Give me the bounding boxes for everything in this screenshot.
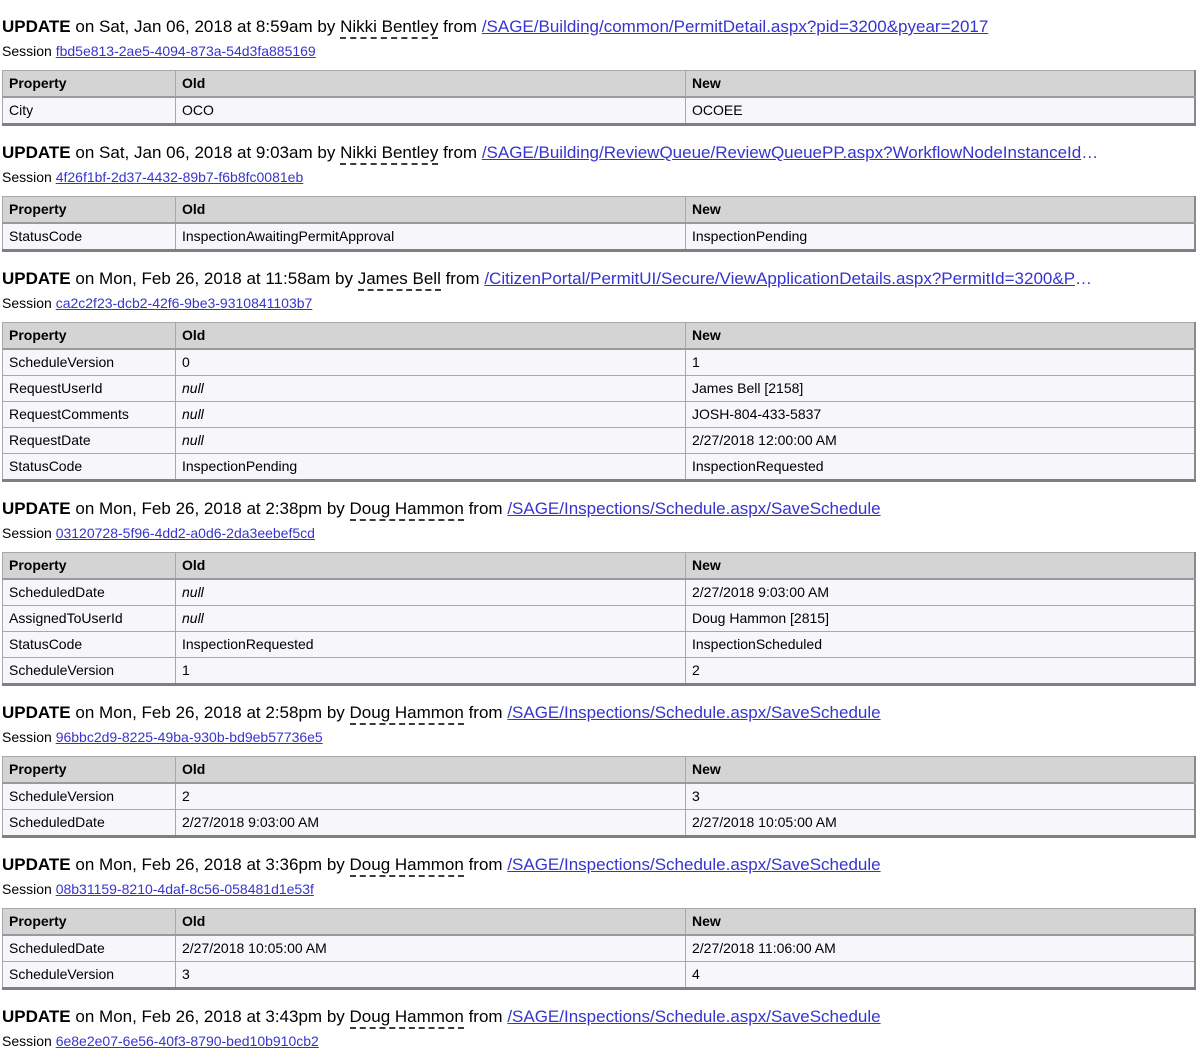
col-new: New xyxy=(686,197,1196,224)
update-datetime: Sat, Jan 06, 2018 at 9:03am xyxy=(99,143,313,162)
new-value-cell: 2 xyxy=(686,658,1196,685)
col-old: Old xyxy=(176,909,686,936)
col-new: New xyxy=(686,757,1196,784)
property-cell: City xyxy=(3,97,176,125)
changes-table xyxy=(2,552,1196,686)
source-url-link[interactable]: /SAGE/Inspections/Schedule.aspx/SaveSchedule xyxy=(507,703,881,722)
property-cell: StatusCode xyxy=(3,223,176,251)
table-row xyxy=(3,428,1196,454)
new-value-cell: 3 xyxy=(686,783,1196,810)
session-id-link[interactable]: 96bbc2d9-8225-49ba-930b-bd9eb57736e5 xyxy=(55,729,323,745)
on-label: on xyxy=(75,703,95,722)
session-label: Session xyxy=(2,729,52,745)
update-header xyxy=(2,143,1200,163)
old-value-cell: null xyxy=(176,376,686,402)
property-cell: ScheduleVersion xyxy=(3,962,176,989)
property-cell: ScheduledDate xyxy=(3,579,176,606)
on-label: on xyxy=(75,269,95,288)
property-cell: ScheduleVersion xyxy=(3,349,176,376)
audit-entry xyxy=(2,17,1200,126)
table-row xyxy=(3,962,1196,989)
update-datetime: Sat, Jan 06, 2018 at 8:59am xyxy=(99,17,313,36)
col-old: Old xyxy=(176,71,686,98)
new-value-cell: OCOEE xyxy=(686,97,1196,125)
col-old: Old xyxy=(176,757,686,784)
new-value-cell: InspectionRequested xyxy=(686,454,1196,481)
table-row xyxy=(3,606,1196,632)
old-value-cell: null xyxy=(176,579,686,606)
url-ellipsis: … xyxy=(1081,143,1099,162)
old-value-cell: InspectionRequested xyxy=(176,632,686,658)
col-property: Property xyxy=(3,323,176,350)
by-label: by xyxy=(326,499,345,518)
table-header-row xyxy=(3,553,1196,580)
session-id-link[interactable]: fbd5e813-2ae5-4094-873a-54d3fa885169 xyxy=(55,43,316,59)
new-value-cell: 2/27/2018 9:03:00 AM xyxy=(686,579,1196,606)
update-header xyxy=(2,499,1200,519)
new-value-cell: Doug Hammon [2815] xyxy=(686,606,1196,632)
old-value-cell: InspectionPending xyxy=(176,454,686,481)
col-property: Property xyxy=(3,553,176,580)
action-label: UPDATE xyxy=(2,143,71,162)
source-url-link[interactable]: /SAGE/Inspections/Schedule.aspx/SaveSchedule xyxy=(507,1007,881,1026)
table-row xyxy=(3,783,1196,810)
from-label: from xyxy=(468,499,503,518)
table-header-row xyxy=(3,71,1196,98)
new-value-cell: James Bell [2158] xyxy=(686,376,1196,402)
audit-entry xyxy=(2,269,1200,482)
update-datetime: Mon, Feb 26, 2018 at 11:58am xyxy=(99,269,331,288)
table-row xyxy=(3,632,1196,658)
col-property: Property xyxy=(3,197,176,224)
update-header xyxy=(2,269,1200,289)
update-datetime: Mon, Feb 26, 2018 at 3:36pm xyxy=(99,855,323,874)
action-label: UPDATE xyxy=(2,499,71,518)
table-row xyxy=(3,658,1196,685)
table-row xyxy=(3,579,1196,606)
session-id-link[interactable]: 4f26f1bf-2d37-4432-89b7-f6b8fc0081eb xyxy=(55,169,304,185)
property-cell: RequestComments xyxy=(3,402,176,428)
from-label: from xyxy=(468,703,503,722)
update-header xyxy=(2,703,1200,723)
action-label: UPDATE xyxy=(2,703,71,722)
user-name: Nikki Bentley xyxy=(340,143,438,165)
session-id-link[interactable]: 08b31159-8210-4daf-8c56-058481d1e53f xyxy=(55,881,314,897)
changes-table xyxy=(2,908,1196,990)
session-id-link[interactable]: 6e8e2e07-6e56-40f3-8790-bed10b910cb2 xyxy=(55,1033,319,1049)
old-value-cell: 3 xyxy=(176,962,686,989)
new-value-cell: 4 xyxy=(686,962,1196,989)
property-cell: ScheduledDate xyxy=(3,810,176,837)
table-header-row xyxy=(3,757,1196,784)
col-new: New xyxy=(686,71,1196,98)
user-name: Doug Hammon xyxy=(350,855,464,877)
old-value-cell: null xyxy=(176,428,686,454)
audit-entry xyxy=(2,855,1200,990)
user-name: Nikki Bentley xyxy=(340,17,438,39)
source-url-link[interactable]: /SAGE/Building/ReviewQueue/ReviewQueuePP.aspx?WorkflowNodeInstanceId xyxy=(481,143,1082,162)
session-label: Session xyxy=(2,43,52,59)
new-value-cell: 2/27/2018 11:06:00 AM xyxy=(686,935,1196,962)
by-label: by xyxy=(326,1007,345,1026)
action-label: UPDATE xyxy=(2,269,71,288)
on-label: on xyxy=(75,499,95,518)
source-url-link[interactable]: /SAGE/Building/common/PermitDetail.aspx?pid=3200&pyear=2017 xyxy=(481,17,989,36)
table-row xyxy=(3,349,1196,376)
user-name: Doug Hammon xyxy=(350,703,464,725)
from-label: from xyxy=(468,855,503,874)
session-line xyxy=(2,881,1200,898)
old-value-cell: 2/27/2018 9:03:00 AM xyxy=(176,810,686,837)
by-label: by xyxy=(326,703,345,722)
table-row xyxy=(3,223,1196,251)
audit-entry xyxy=(2,703,1200,838)
by-label: by xyxy=(326,855,345,874)
property-cell: ScheduledDate xyxy=(3,935,176,962)
action-label: UPDATE xyxy=(2,855,71,874)
user-name: James Bell xyxy=(358,269,441,291)
property-cell: AssignedToUserId xyxy=(3,606,176,632)
table-row xyxy=(3,97,1196,125)
col-property: Property xyxy=(3,757,176,784)
update-header xyxy=(2,855,1200,875)
source-url-link[interactable]: /SAGE/Inspections/Schedule.aspx/SaveSchedule xyxy=(507,855,881,874)
audit-entry xyxy=(2,499,1200,686)
property-cell: StatusCode xyxy=(3,632,176,658)
col-new: New xyxy=(686,553,1196,580)
action-label: UPDATE xyxy=(2,1007,71,1026)
new-value-cell: InspectionScheduled xyxy=(686,632,1196,658)
property-cell: RequestUserId xyxy=(3,376,176,402)
url-ellipsis: … xyxy=(1075,269,1093,288)
session-line xyxy=(2,729,1200,746)
col-new: New xyxy=(686,909,1196,936)
on-label: on xyxy=(75,17,95,36)
table-header-row xyxy=(3,323,1196,350)
old-value-cell: null xyxy=(176,606,686,632)
changes-table xyxy=(2,196,1196,252)
from-label: from xyxy=(443,143,478,162)
update-datetime: Mon, Feb 26, 2018 at 2:38pm xyxy=(99,499,323,518)
col-property: Property xyxy=(3,71,176,98)
table-row xyxy=(3,810,1196,837)
old-value-cell: null xyxy=(176,402,686,428)
new-value-cell: 2/27/2018 12:00:00 AM xyxy=(686,428,1196,454)
property-cell: RequestDate xyxy=(3,428,176,454)
table-row xyxy=(3,376,1196,402)
session-id-link[interactable]: 03120728-5f96-4dd2-a0d6-2da3eebef5cd xyxy=(55,525,315,541)
old-value-cell: 2/27/2018 10:05:00 AM xyxy=(176,935,686,962)
by-label: by xyxy=(317,17,336,36)
changes-table xyxy=(2,70,1196,126)
session-label: Session xyxy=(2,169,52,185)
by-label: by xyxy=(335,269,353,288)
user-name: Doug Hammon xyxy=(350,1007,464,1029)
source-url-link[interactable]: /CitizenPortal/PermitUI/Secure/ViewApplicationDetails.aspx?PermitId=3200&P xyxy=(484,269,1076,288)
on-label: on xyxy=(75,1007,95,1026)
old-value-cell: 2 xyxy=(176,783,686,810)
new-value-cell: 2/27/2018 10:05:00 AM xyxy=(686,810,1196,837)
old-value-cell: OCO xyxy=(176,97,686,125)
new-value-cell: 1 xyxy=(686,349,1196,376)
old-value-cell: 1 xyxy=(176,658,686,685)
on-label: on xyxy=(75,855,95,874)
session-line xyxy=(2,43,1200,60)
table-row xyxy=(3,402,1196,428)
audit-entry xyxy=(2,1007,1200,1050)
session-label: Session xyxy=(2,525,52,541)
col-old: Old xyxy=(176,553,686,580)
from-label: from xyxy=(468,1007,503,1026)
session-label: Session xyxy=(2,295,52,311)
table-row xyxy=(3,454,1196,481)
property-cell: StatusCode xyxy=(3,454,176,481)
update-datetime: Mon, Feb 26, 2018 at 3:43pm xyxy=(99,1007,323,1026)
audit-entry xyxy=(2,143,1200,252)
from-label: from xyxy=(443,17,478,36)
session-line xyxy=(2,525,1200,542)
changes-table xyxy=(2,756,1196,838)
col-new: New xyxy=(686,323,1196,350)
from-label: from xyxy=(445,269,480,288)
changes-table xyxy=(2,322,1196,482)
by-label: by xyxy=(317,143,336,162)
session-line xyxy=(2,169,1200,186)
update-datetime: Mon, Feb 26, 2018 at 2:58pm xyxy=(99,703,323,722)
property-cell: ScheduleVersion xyxy=(3,658,176,685)
new-value-cell: JOSH-804-433-5837 xyxy=(686,402,1196,428)
col-old: Old xyxy=(176,197,686,224)
new-value-cell: InspectionPending xyxy=(686,223,1196,251)
old-value-cell: 0 xyxy=(176,349,686,376)
update-header xyxy=(2,1007,1200,1027)
col-property: Property xyxy=(3,909,176,936)
session-id-link[interactable]: ca2c2f23-dcb2-42f6-9be3-9310841103b7 xyxy=(55,295,313,311)
on-label: on xyxy=(75,143,95,162)
session-label: Session xyxy=(2,1033,52,1049)
table-header-row xyxy=(3,197,1196,224)
action-label: UPDATE xyxy=(2,17,71,36)
col-old: Old xyxy=(176,323,686,350)
table-header-row xyxy=(3,909,1196,936)
source-url-link[interactable]: /SAGE/Inspections/Schedule.aspx/SaveSchedule xyxy=(507,499,881,518)
old-value-cell: InspectionAwaitingPermitApproval xyxy=(176,223,686,251)
session-label: Session xyxy=(2,881,52,897)
table-row xyxy=(3,935,1196,962)
session-line xyxy=(2,295,1200,312)
session-line xyxy=(2,1033,1200,1050)
update-header xyxy=(2,17,1200,37)
property-cell: ScheduleVersion xyxy=(3,783,176,810)
user-name: Doug Hammon xyxy=(350,499,464,521)
